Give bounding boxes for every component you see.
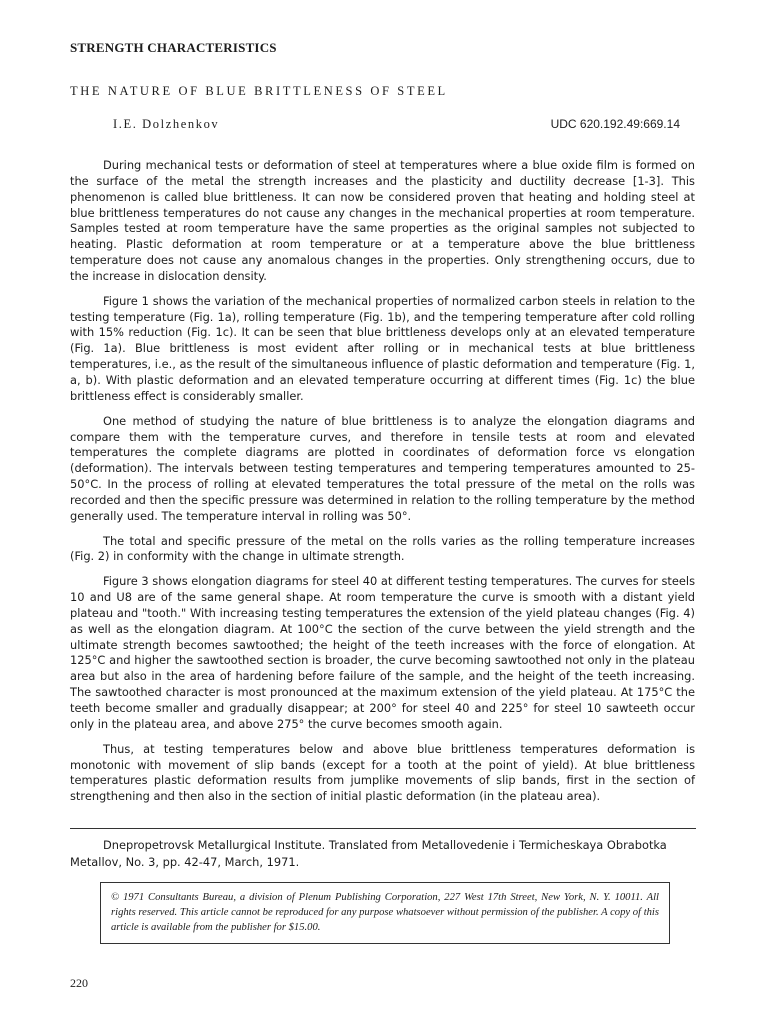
article-body [70, 158, 695, 814]
copyright-notice: © 1971 Consultants Bureau, a division of Plenum Publishing Corporation, 227 West 17th Street, New York, N. Y. 10011. All rights reserved. This article cannot be reproduced for any purpose whatsoever without permission of the publisher. A copy of this article is available from the publisher for $15.00. [100, 882, 670, 944]
section-heading: STRENGTH CHARACTERISTICS [70, 40, 277, 55]
body-paragraph: One method of studying the nature of blue brittleness is to analyze the elongation diagrams and compare them with the temperature curves, and therefore in tensile tests at room and elevated temperatures the complete diagrams are plotted in coordinates of deformation force vs elongation (deformation). The intervals between testing temperatures and tempering temperatures amounted to 25-50°C. In the process of rolling at elevated temperatures the total pressure of the metal on the rolls was recorded and then the specific pressure was determined in relation to the rolling temperature by the method generally used. The temperature interval in rolling was 50°. [70, 413, 695, 523]
body-paragraph: The total and specific pressure of the metal on the rolls varies as the rolling temperature increases (Fig. 2) in conformity with the change in ultimate strength. [70, 533, 695, 564]
body-paragraph: Figure 1 shows the variation of the mechanical properties of normalized carbon steels in relation to the testing temperature (Fig. 1a), rolling temperature (Fig. 1b), and the tempering temperature after cold rolling with 15% reduction (Fig. 1c). It can be seen that blue brittleness develops only at an elevated temperature (Fig. 1a). Blue brittleness is most evident after rolling or in mechanical tests at blue brittleness temperatures, i.e., as the result of the simultaneous influence of plastic deformation and temperature (Fig. 1, a, b). With plastic deformation and an elevated temperature occurring at different times (Fig. 1c) the blue brittleness effect is considerably smaller. [70, 293, 695, 403]
footnote-divider [70, 828, 696, 829]
body-paragraph: During mechanical tests or deformation of steel at temperatures where a blue oxide film is formed on the surface of the metal the strength increases and the plasticity and ductility decrease [1-3]. This phenomenon is called blue brittleness. It can now be considered proven that heating and holding steel at blue brittleness temperatures do not cause any changes in the mechanical properties at room temperature. Samples tested at room temperature have the same properties as the original samples not subjected to heating. Plastic deformation at room temperature or at a temperature above the blue brittleness temperature does not cause any anomalous changes in the properties. Only strengthening occurs, due to the increase in dislocation density. [70, 158, 695, 283]
udc-code: UDC 620.192.49:669.14 [550, 117, 680, 131]
article-title: THE NATURE OF BLUE BRITTLENESS OF STEEL [70, 84, 448, 98]
page-number: 220 [70, 976, 88, 990]
footnote: Dnepropetrovsk Metallurgical Institute. Translated from Metallovedenie i Termicheskaya Obrabotka Metallov, No. 3, pp. 42-47, March, 1971. [70, 838, 667, 869]
body-paragraph: Figure 3 shows elongation diagrams for steel 40 at different testing temperatures. The curves for steels 10 and U8 are of the same general shape. At room temperature the curve is smooth with a distant yield plateau and "tooth." With increasing testing temperatures the extension of the yield plateau changes (Fig. 4) as well as the elongation diagram. At 100°C the section of the curve between the yield strength and the ultimate strength becomes sawtoothed; the height of the teeth increases with the force of elongation. At 125°C and higher the sawtoothed section is broader, the curve becoming sawtoothed not only in the plateau area but also in the area of hardening before failure of the sample, and the height of the teeth increasing. The sawtoothed character is most pronounced at the maximum extension of the yield plateau. At 175°C the teeth become smaller and gradually disappear; at 200° for steel 40 and 225° for steel 10 sawteeth occur only in the plateau area, and above 275° the curve becomes smooth again. [70, 574, 695, 731]
author-name: I.E. Dolzhenkov [113, 117, 220, 131]
body-paragraph: Thus, at testing temperatures below and above blue brittleness temperatures deformation is monotonic with movement of slip bands (except for a tooth at the point of yield). At blue brittleness temperatures plastic deformation results from jumplike movements of slip bands, first in the section of strengthening and then also in the section of initial plastic deformation (in the plateau area). [70, 741, 695, 804]
